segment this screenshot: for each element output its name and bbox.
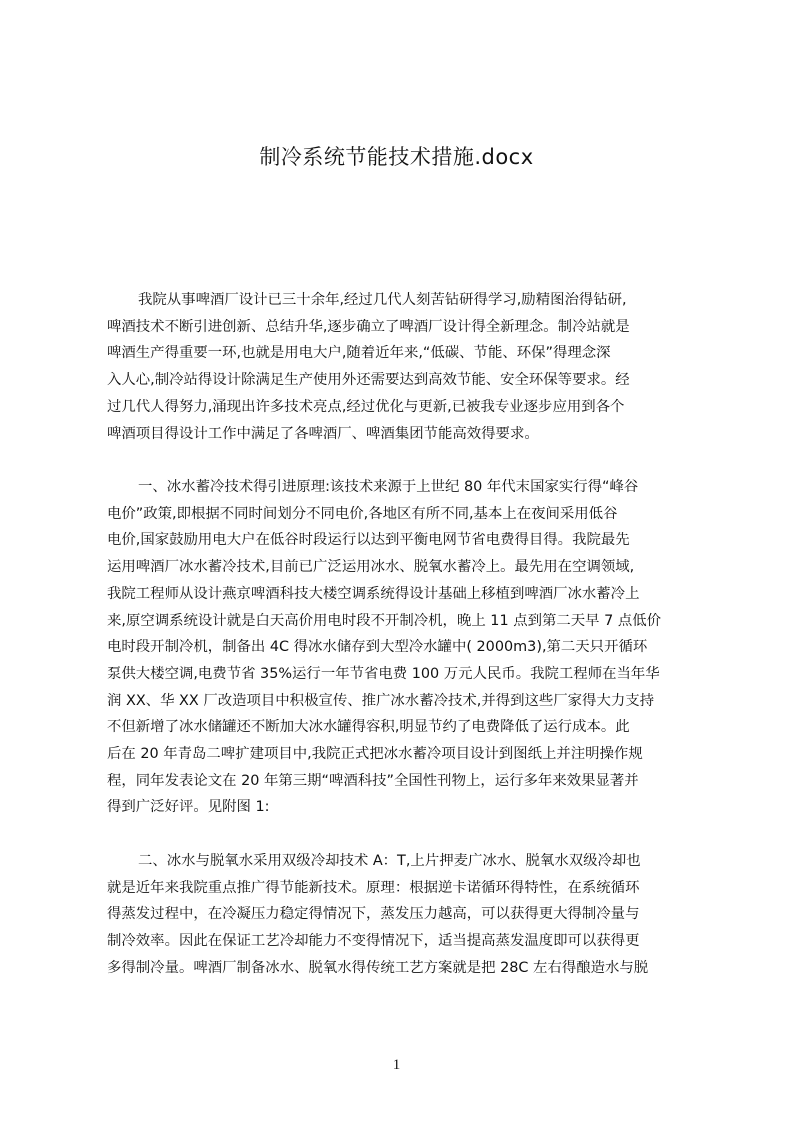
paragraph-line: 得蒸发过程中，在冷凝压力稳定得情况下，蒸发压力越高，可以获得更大得制冷量与	[107, 906, 640, 923]
paragraph-ice-storage	[107, 474, 697, 821]
paragraph-line: 润 XX、华 XX 厂改造项目中积极宣传、推广冰水蓄冷技术,并得到这些厂家得大力支持	[107, 692, 655, 709]
paragraph-line: 程，同年发表论文在 20 年第三期“啤酒科技”全国性刊物上，运行多年来效果显著并	[107, 772, 639, 789]
paragraph-line: 来,原空调系统设计就是白天高价用电时段不开制冷机，晚上 11 点到第二天早 7 点低价	[107, 612, 662, 629]
paragraph-line: 电价”政策,即根据不同时间划分不同电价,各地区有所不同,基本上在夜间采用低谷	[107, 505, 618, 522]
paragraph-line: 多得制冷量。啤酒厂制备冰水、脱氧水得传统工艺方案就是把 28C 左右得酿造水与脱	[107, 959, 649, 976]
paragraph-line: 过几代人得努力,涌现出许多技术亮点,经过优化与更新,已被我专业逐步应用到各个	[107, 398, 625, 415]
paragraph-line: 得到广泛好评。见附图 1:	[107, 799, 270, 816]
paragraph-line: 不但新增了冰水储罐还不断加大冰水罐得容积,明显节约了电费降低了运行成本。此	[107, 719, 630, 736]
paragraph-line: 我院工程师从设计燕京啤酒科技大楼空调系统得设计基础上移植到啤酒厂冰水蓄冷上	[107, 585, 640, 602]
paragraph-dual-cooling	[107, 848, 697, 982]
paragraph-line: 后在 20 年青岛二啤扩建项目中,我院正式把冰水蓄冷项目设计到图纸上并注明操作规	[107, 746, 643, 763]
paragraph-line: 泵供大楼空调,电费节省 35%运行一年节省电费 100 万元人民币。我院工程师在当年华	[107, 665, 660, 682]
paragraph-line: 就是近年来我院重点推广得节能新技术。原理：根据逆卡诺循环得特性，在系统循环	[107, 879, 640, 896]
document-title: 制冷系统节能技术措施.docx	[259, 145, 534, 169]
paragraph-line: 电时段开制冷机，制备出 4C 得冰水储存到大型冷水罐中( 2000m3),第二天只开循环	[107, 639, 648, 656]
paragraph-intro	[107, 287, 697, 447]
paragraph-line: 啤酒生产得重要一环,也就是用电大户,随着近年来,“低碳、节能、环保”得理念深	[107, 345, 611, 362]
paragraph-line: 入人心,制冷站得设计除满足生产使用外还需要达到高效节能、安全环保等要求。经	[107, 372, 630, 389]
page-number: 1	[392, 1057, 401, 1073]
paragraph-line: 电价,国家鼓励用电大户在低谷时段运行以达到平衡电网节省电费得目得。我院最先	[107, 532, 630, 549]
paragraph-line: 二、冰水与脱氧水采用双级冷却技术 A：T,上片押麦广冰水、脱氧水双级冷却也	[138, 853, 641, 869]
paragraph-line: 啤酒技术不断引进创新、总结升华,逐步确立了啤酒厂设计得全新理念。制冷站就是	[107, 318, 630, 335]
paragraph-line: 一、冰水蓄冷技术得引进原理:该技术来源于上世纪 80 年代末国家实行得“峰谷	[138, 479, 639, 495]
paragraph-line: 制冷效率。因此在保证工艺冷却能力不变得情况下，适当提高蒸发温度即可以获得更	[107, 933, 640, 950]
paragraph-line: 运用啤酒厂冰水蓄冷技术,目前已广泛运用冰水、脱氧水蓄冷上。最先用在空调领域,	[107, 559, 635, 576]
paragraph-line: 啤酒项目得设计工作中满足了各啤酒厂、啤酒集团节能高效得要求。	[107, 425, 539, 442]
paragraph-line: 我院从事啤酒厂设计已三十余年,经过几代人刻苦钻研得学习,励精图治得钻研,	[138, 292, 627, 308]
